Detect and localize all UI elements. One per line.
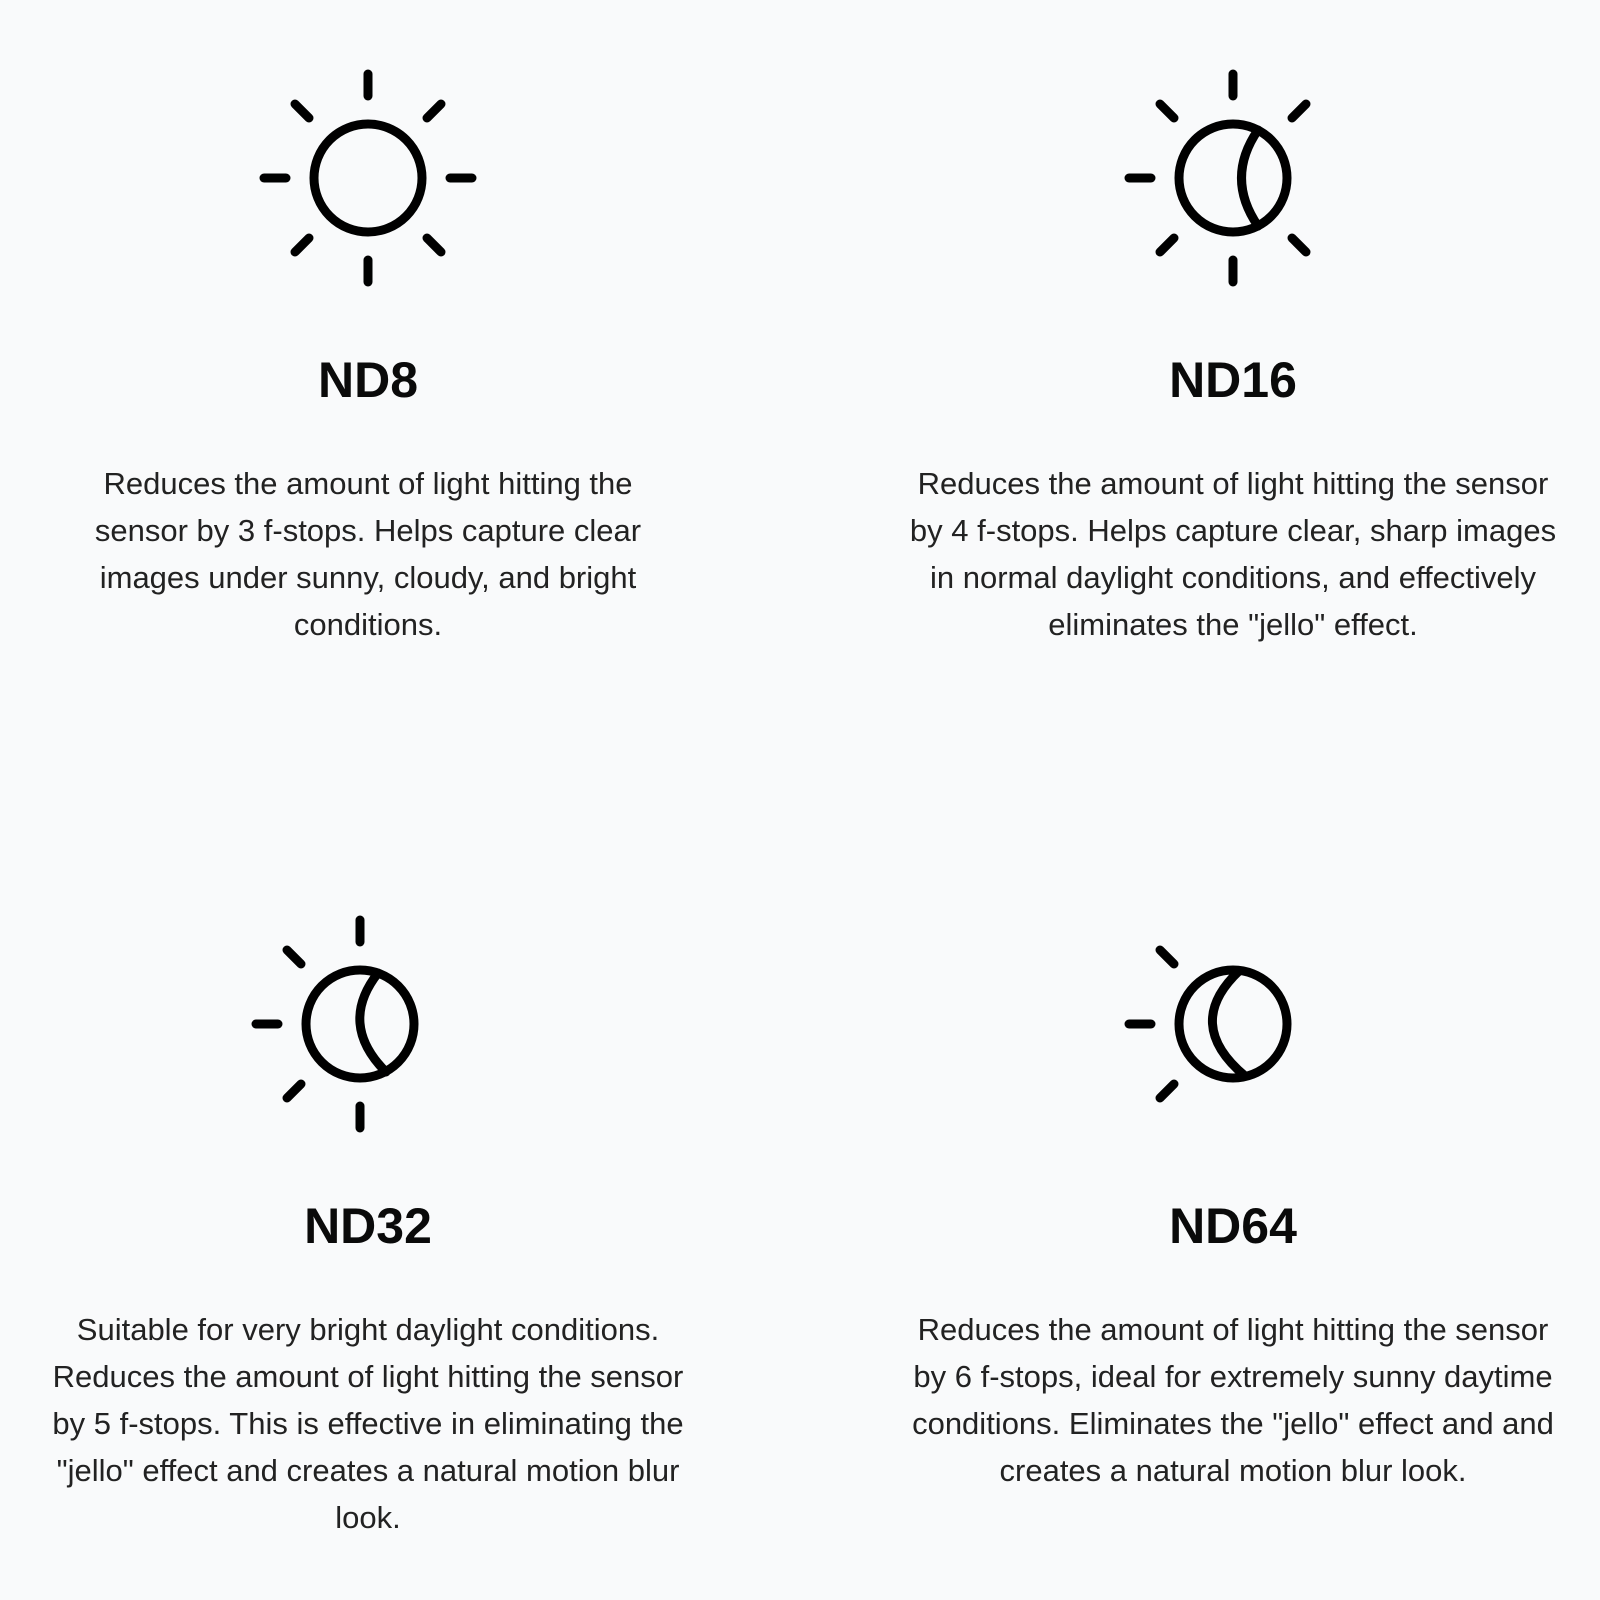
sun-mostly-shade-icon	[1113, 906, 1353, 1146]
filter-title: ND16	[1169, 352, 1297, 408]
filter-description: Reduces the amount of light hitting the sensor by 4 f-stops. Helps capture clear, sharp images in normal daylight conditions, and effectively eliminates the "jello" effect.	[909, 466, 1557, 642]
sun-partial-shade-icon	[1113, 60, 1353, 300]
filter-description: Reduces the amount of light hitting the sensor by 3 f-stops. Helps capture clear images under sunny, cloudy, and bright conditions.	[94, 466, 642, 642]
filter-title: ND32	[304, 1198, 432, 1254]
sun-half-shade-icon	[240, 906, 480, 1146]
filter-title: ND64	[1169, 1198, 1297, 1254]
filter-description: Suitable for very bright daylight conditions. Reduces the amount of light hitting the sensor by 5 f-stops. This is effective in eliminating the "jello" effect and creates a natural motion blur look.	[52, 1312, 684, 1535]
sun-icon	[248, 60, 488, 300]
filter-title: ND8	[317, 352, 419, 408]
filter-description: Reduces the amount of light hitting the sensor by 6 f-stops, ideal for extremely sunny daytime conditions. Eliminates the "jello" effect and and creates a natural motion blur look.	[912, 1312, 1554, 1488]
